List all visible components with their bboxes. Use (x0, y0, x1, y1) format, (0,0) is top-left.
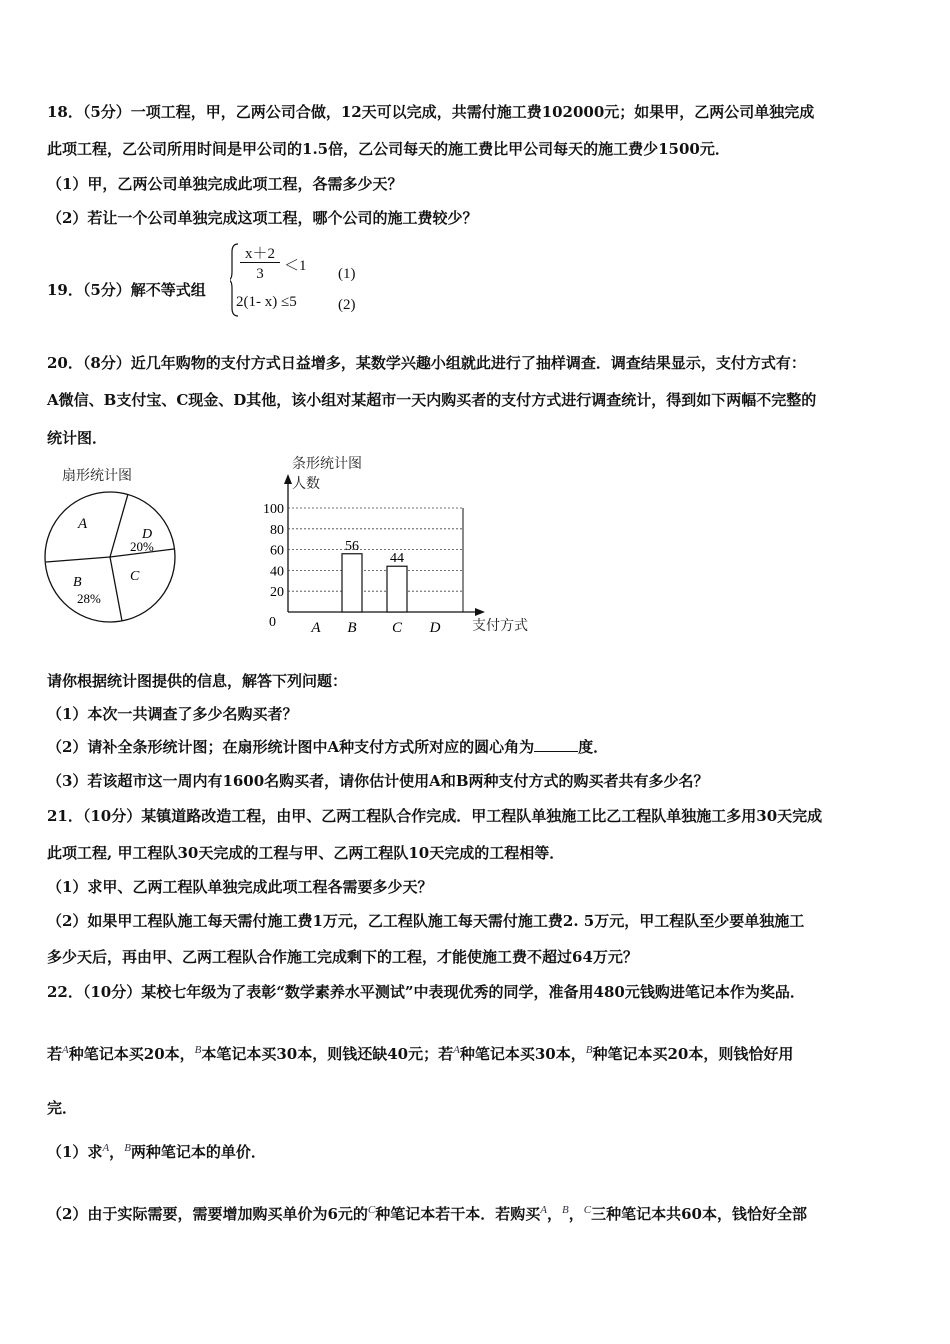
pie-label-b: B (73, 575, 82, 590)
x-tick-label: C (391, 620, 403, 636)
pie-pct-d: 20% (130, 539, 154, 554)
q18-line1: 18．（5分）一项工程，甲，乙两公司合做，12天可以完成，共需付施工费102000元；如果甲，乙两公司单独完成 (47, 103, 815, 121)
pie-chart (40, 462, 190, 632)
y-tick-label: 80 (270, 522, 284, 538)
answer-blank (534, 737, 578, 752)
fraction-numerator: x＋2 (244, 246, 275, 262)
q21-sub2b: 多少天后，再由甲、乙两工程队合作施工完成剩下的工程，才能使施工费不超过64万元？ (47, 948, 638, 966)
x-axis-arrow-icon (475, 608, 485, 616)
bar-value-label: 44 (390, 551, 404, 567)
q18-sub1: （1）甲，乙两公司单独完成此项工程，各需多少天？ (47, 175, 403, 193)
bar (342, 554, 362, 612)
pie-title: 扇形统计图 (62, 469, 132, 484)
y-tick-label: 20 (270, 585, 284, 601)
q22-sub1: （1）求$^A$，$^B$两种笔记本的单价． (47, 1142, 266, 1161)
y-axis-arrow-icon (284, 474, 292, 484)
fraction-denominator: 3 (256, 266, 264, 282)
q22-line3: 完． (47, 1099, 78, 1117)
tag-1: (1) (338, 266, 356, 282)
y-tick-label: 0 (269, 615, 276, 630)
x-tick-label: A (311, 620, 321, 636)
bar (387, 566, 407, 612)
q20-sub1: （1）本次一共调查了多少名购买者？ (47, 705, 298, 723)
y-tick-label: 100 (263, 502, 284, 517)
q19-prefix: 19．（5分）解不等式组 (47, 281, 206, 299)
q21-sub2a: （2）如果甲工程队施工每天需付施工费1万元，乙工程队施工每天需付施工费2. 5万元，甲工程队至少要单独施工 (47, 912, 805, 930)
x-tick-label: D (429, 620, 441, 636)
q20-sub3: （3）若该超市这一周内有1600名购买者，请你估计使用A和B两种支付方式的购买者共有多少名？ (47, 772, 709, 790)
ineq2: 2(1- x) ≤5 (236, 294, 297, 310)
q21-line1: 21．（10分）某镇道路改造工程，由甲、乙两工程队合作完成．甲工程队单独施工比乙工程队单独施工多用30天完成 (47, 807, 823, 825)
bar-chart-xlabel: 支付方式 (472, 619, 528, 634)
ineq1-relation: ＜1 (284, 258, 307, 274)
pie-divider-bottom (110, 557, 122, 621)
q20-intro: 请你根据统计图提供的信息，解答下列问题： (47, 672, 348, 690)
pie-label-a: A (78, 516, 88, 532)
bar-chart (250, 450, 550, 640)
y-tick-label: 60 (270, 543, 284, 559)
bar-value-label: 56 (345, 538, 359, 554)
pie-divider-left (46, 557, 110, 562)
bar-chart-title: 条形统计图 (292, 457, 362, 472)
q21-sub1: （1）求甲、乙两工程队单独完成此项工程各需要多少天？ (47, 878, 433, 896)
q22-sub2: （2）由于实际需要，需要增加购买单价为6元的$^C$种笔记本若干本．若购买$^A$，$^B$，$^C$三种笔记本共60本，钱恰好全部 (47, 1204, 807, 1223)
pie-label-d: D (142, 527, 153, 542)
y-tick-label: 40 (270, 564, 284, 580)
q21-line2: 此项工程, 甲工程队30天完成的工程与甲、乙两工程队10天完成的工程相等． (47, 844, 565, 862)
pie-pct-b: 28% (77, 591, 101, 606)
q22-line1: 22．（10分）某校七年级为了表彰“数学素养水平测试”中表现优秀的同学，准备用480元钱购进笔记本作为奖品． (47, 983, 805, 1001)
pie-label-c: C (130, 569, 140, 584)
q20-line1: 20．（8分）近几年购物的支付方式日益增多，某数学兴趣小组就此进行了抽样调查．调查结果显示，支付方式有： (47, 354, 806, 372)
tag-2: (2) (338, 297, 356, 313)
q20-sub2: （2）请补全条形统计图；在扇形统计图中A种支付方式所对应的圆心角为 度． (47, 738, 609, 756)
x-tick-label: B (347, 620, 357, 636)
bar-chart-ylabel: 人数 (292, 477, 320, 492)
q22-line2: 若$^A$种笔记本买20本，$^B$本笔记本买30本，则钱还缺40元；若$^A$种笔记本买30本，$^B$种笔记本买20本，则钱恰好用 (47, 1044, 794, 1063)
q18-line2: 此项工程，乙公司所用时间是甲公司的1.5倍，乙公司每天的施工费比甲公司每天的施工费少1500元． (47, 140, 730, 158)
q18-sub2: （2）若让一个公司单独完成这项工程，哪个公司的施工费较少？ (47, 209, 478, 227)
q20-line2: A微信、B支付宝、C现金、D其他，该小组对某超市一天内购买者的支付方式进行调查统计，得到如下两幅不完整的 (47, 391, 817, 409)
q20-line3: 统计图． (47, 429, 108, 447)
pie-divider-top (110, 494, 128, 557)
